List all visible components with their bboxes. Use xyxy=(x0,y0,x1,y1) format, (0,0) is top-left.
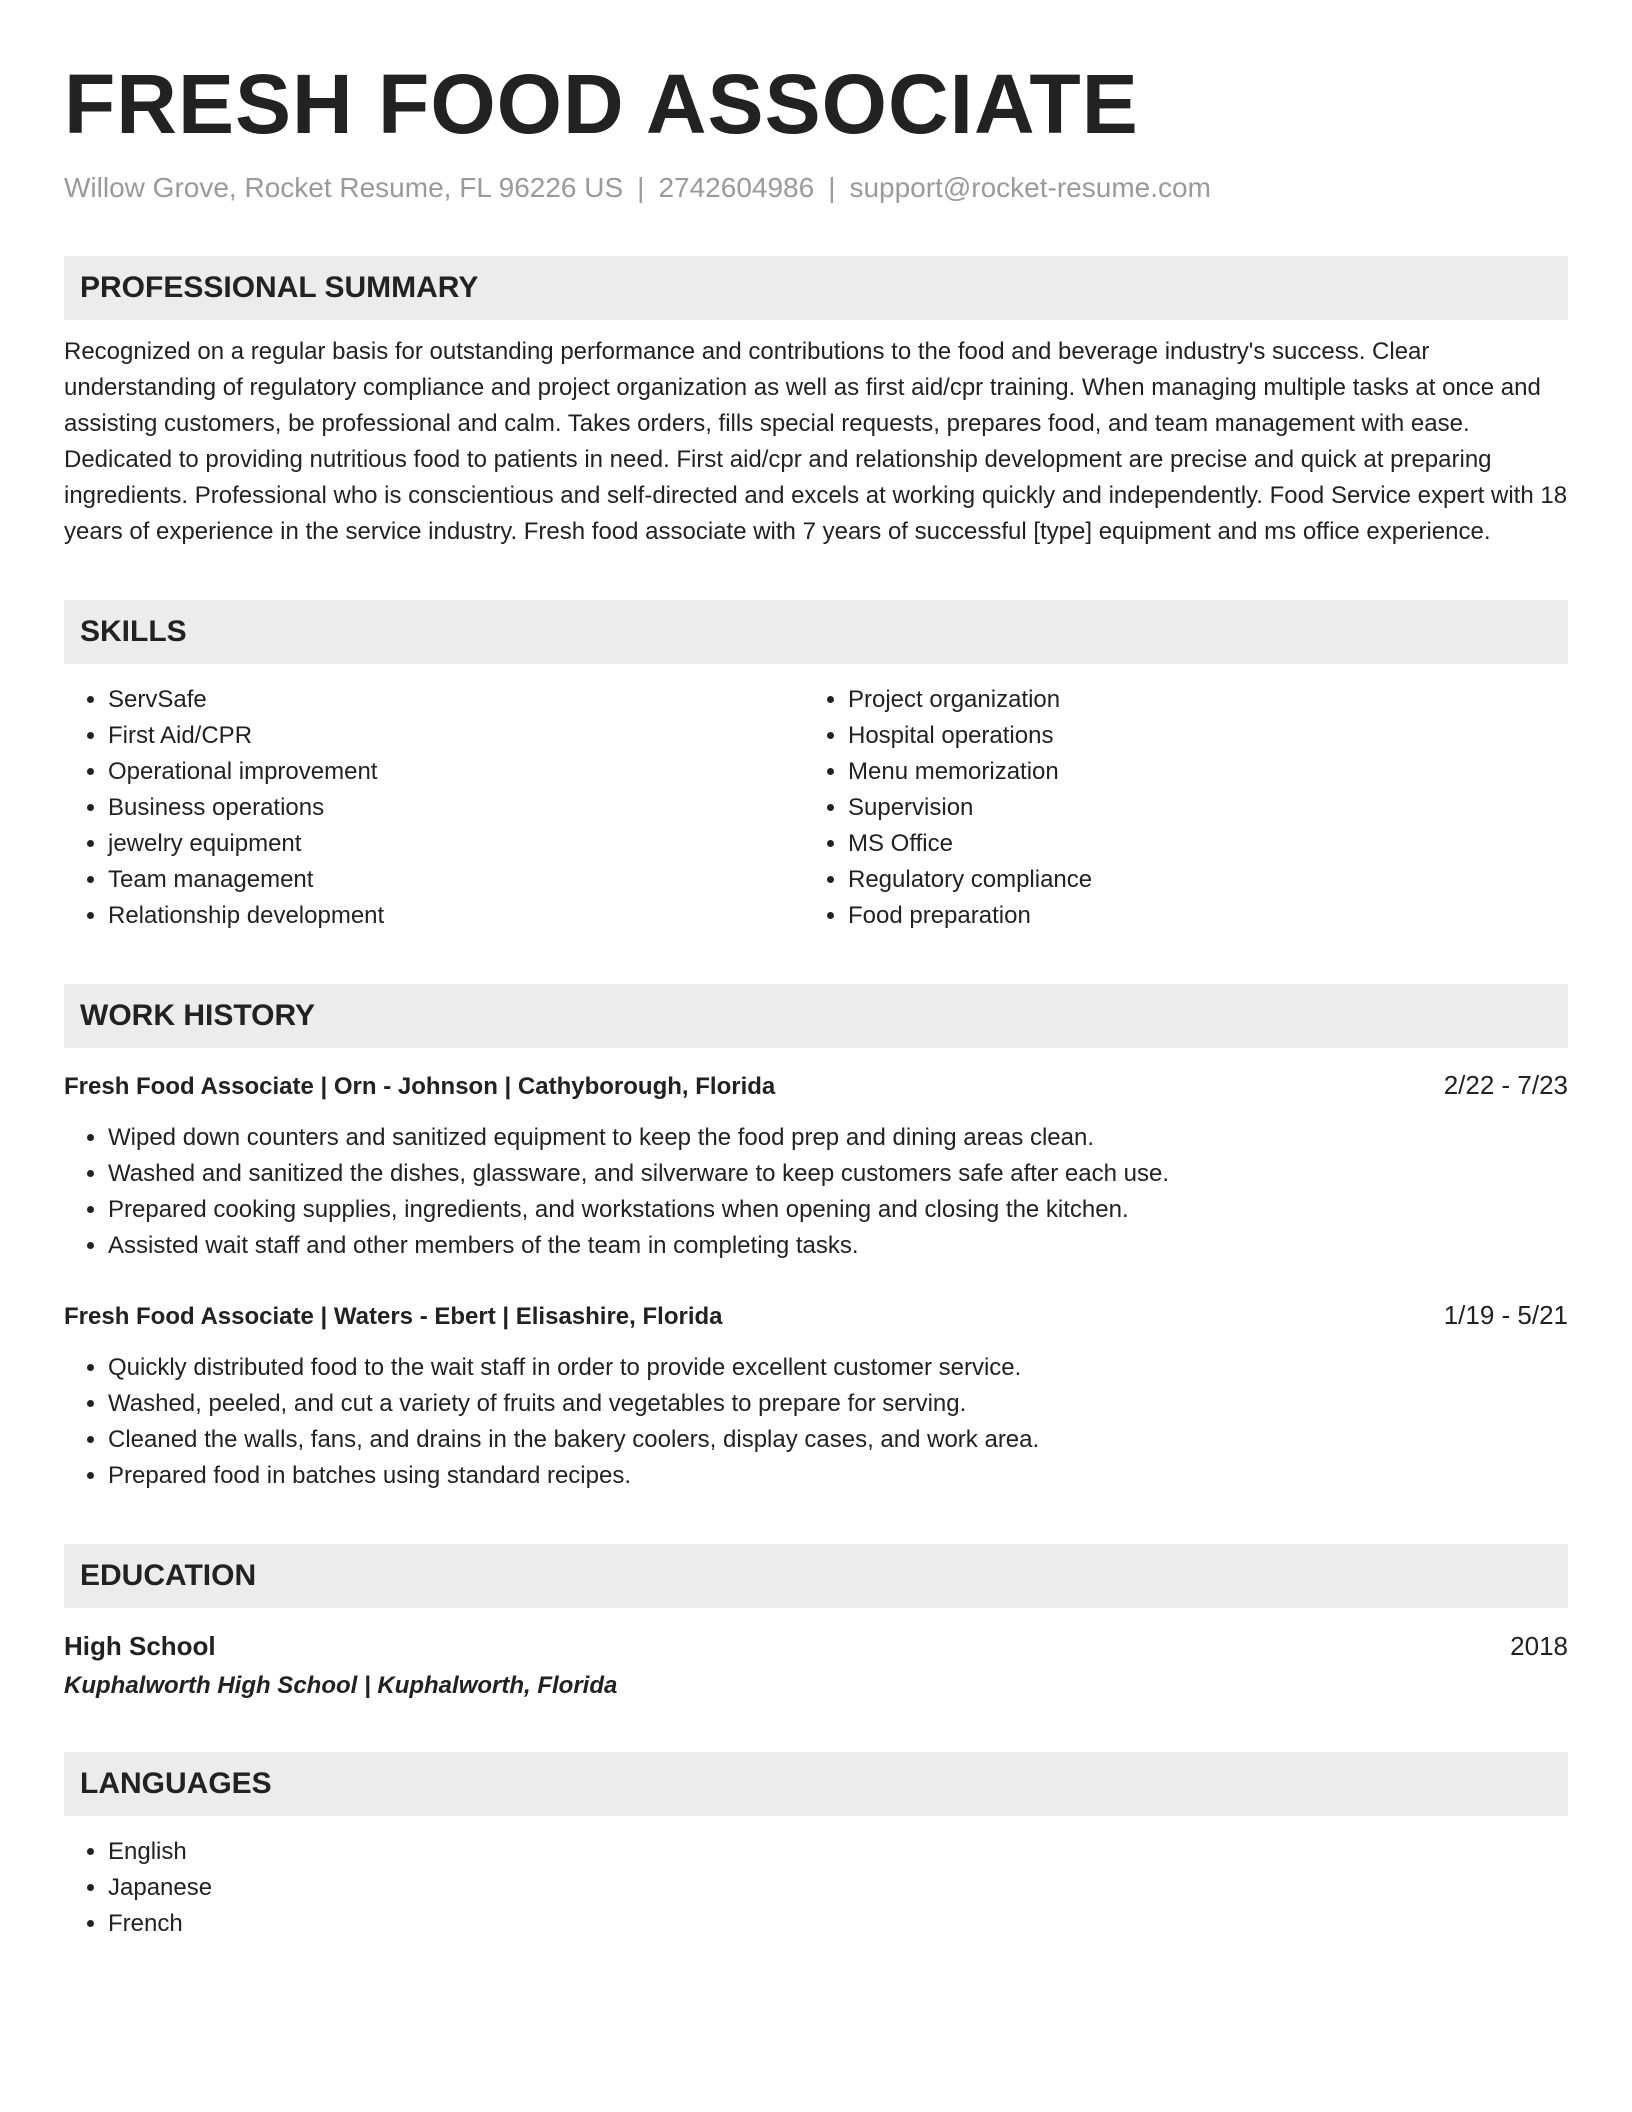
skill-item: • jewelry equipment xyxy=(108,826,804,862)
skills-column-left xyxy=(64,682,804,934)
job-entry xyxy=(64,1298,1568,1494)
skill-item: • Regulatory compliance xyxy=(848,862,1544,898)
job-entry xyxy=(64,1068,1568,1264)
job-title: Fresh Food Associate | Orn - Johnson | Cathyborough, Florida xyxy=(64,1073,776,1100)
job-duty: • Washed and sanitized the dishes, glassware, and silverware to keep customers safe after each use. xyxy=(108,1156,1568,1192)
skill-item: • Business operations xyxy=(108,790,804,826)
education-header xyxy=(64,1628,1568,1664)
summary-text: Recognized on a regular basis for outstanding performance and contributions to the food and beverage industry's success. Clear understanding of regulatory compliance and project organization as well as first aid/cpr training. When managing multiple tasks at once and assisting customers, be professional and calm. Takes orders, fills special requests, prepares food, and team management with ease. Dedicated to providing nutritious food to patients in need. First aid/cpr and relationship development are precise and quick at preparing ingredients. Professional who is conscientious and self-directed and excels at working quickly and independently. Food Service expert with 18 years of experience in the service industry. Fresh food associate with 7 years of successful [type] equipment and ms office experience. xyxy=(64,338,1568,545)
languages-list xyxy=(64,1834,1568,1942)
job-header xyxy=(64,1068,1568,1104)
skill-item: • Project organization xyxy=(848,682,1544,718)
language-item: • English xyxy=(108,1834,1568,1870)
education-entry xyxy=(64,1628,1568,1702)
education-degree: High School xyxy=(64,1631,216,1661)
skill-item: • First Aid/CPR xyxy=(108,718,804,754)
section-header-skills: SKILLS xyxy=(64,600,1568,664)
skill-item: • Operational improvement xyxy=(108,754,804,790)
job-dates: 2/22 - 7/23 xyxy=(1443,1070,1568,1100)
skill-item: • MS Office xyxy=(848,826,1544,862)
languages-items xyxy=(64,1834,1568,1942)
job-duty: • Prepared food in batches using standard recipes. xyxy=(108,1458,1568,1494)
resume-name: FRESH FOOD ASSOCIATE xyxy=(64,57,1139,151)
contact-email: support@rocket-resume.com xyxy=(849,172,1211,203)
education-school: Kuphalworth High School | Kuphalworth, Florida xyxy=(64,1672,618,1699)
job-dates: 1/19 - 5/21 xyxy=(1443,1300,1568,1330)
section-header-summary: PROFESSIONAL SUMMARY xyxy=(64,256,1568,320)
job-duty: • Quickly distributed food to the wait staff in order to provide excellent customer service. xyxy=(108,1350,1568,1386)
education-year: 2018 xyxy=(1510,1631,1568,1661)
section-header-work-history: WORK HISTORY xyxy=(64,984,1568,1048)
job-duty: • Prepared cooking supplies, ingredients, and workstations when opening and closing the kitchen. xyxy=(108,1192,1568,1228)
job-duty: • Assisted wait staff and other members of the team in completing tasks. xyxy=(108,1228,1568,1264)
language-item: • French xyxy=(108,1906,1568,1942)
skill-item: • Supervision xyxy=(848,790,1544,826)
contact-address: Willow Grove, Rocket Resume, FL 96226 US xyxy=(64,172,624,203)
job-duty: • Wiped down counters and sanitized equipment to keep the food prep and dining areas clean. xyxy=(108,1120,1568,1156)
skills-list xyxy=(64,682,1568,934)
skills-column-right xyxy=(804,682,1544,934)
section-header-languages: LANGUAGES xyxy=(64,1752,1568,1816)
skill-item: • Team management xyxy=(108,862,804,898)
contact-line xyxy=(64,170,1568,206)
skill-item: • ServSafe xyxy=(108,682,804,718)
skill-item: • Food preparation xyxy=(848,898,1544,934)
job-duty: • Cleaned the walls, fans, and drains in the bakery coolers, display cases, and work area. xyxy=(108,1422,1568,1458)
section-header-education: EDUCATION xyxy=(64,1544,1568,1608)
job-duties xyxy=(64,1120,1568,1264)
contact-separator: | xyxy=(828,172,836,203)
skill-item: • Menu memorization xyxy=(848,754,1544,790)
job-duty: • Washed, peeled, and cut a variety of fruits and vegetables to prepare for serving. xyxy=(108,1386,1568,1422)
job-duties xyxy=(64,1350,1568,1494)
language-item: • Japanese xyxy=(108,1870,1568,1906)
job-title: Fresh Food Associate | Waters - Ebert | Elisashire, Florida xyxy=(64,1303,723,1330)
contact-phone: 2742604986 xyxy=(658,172,815,203)
job-header xyxy=(64,1298,1568,1334)
skill-item: • Hospital operations xyxy=(848,718,1544,754)
skill-item: • Relationship development xyxy=(108,898,804,934)
contact-separator: | xyxy=(637,172,645,203)
